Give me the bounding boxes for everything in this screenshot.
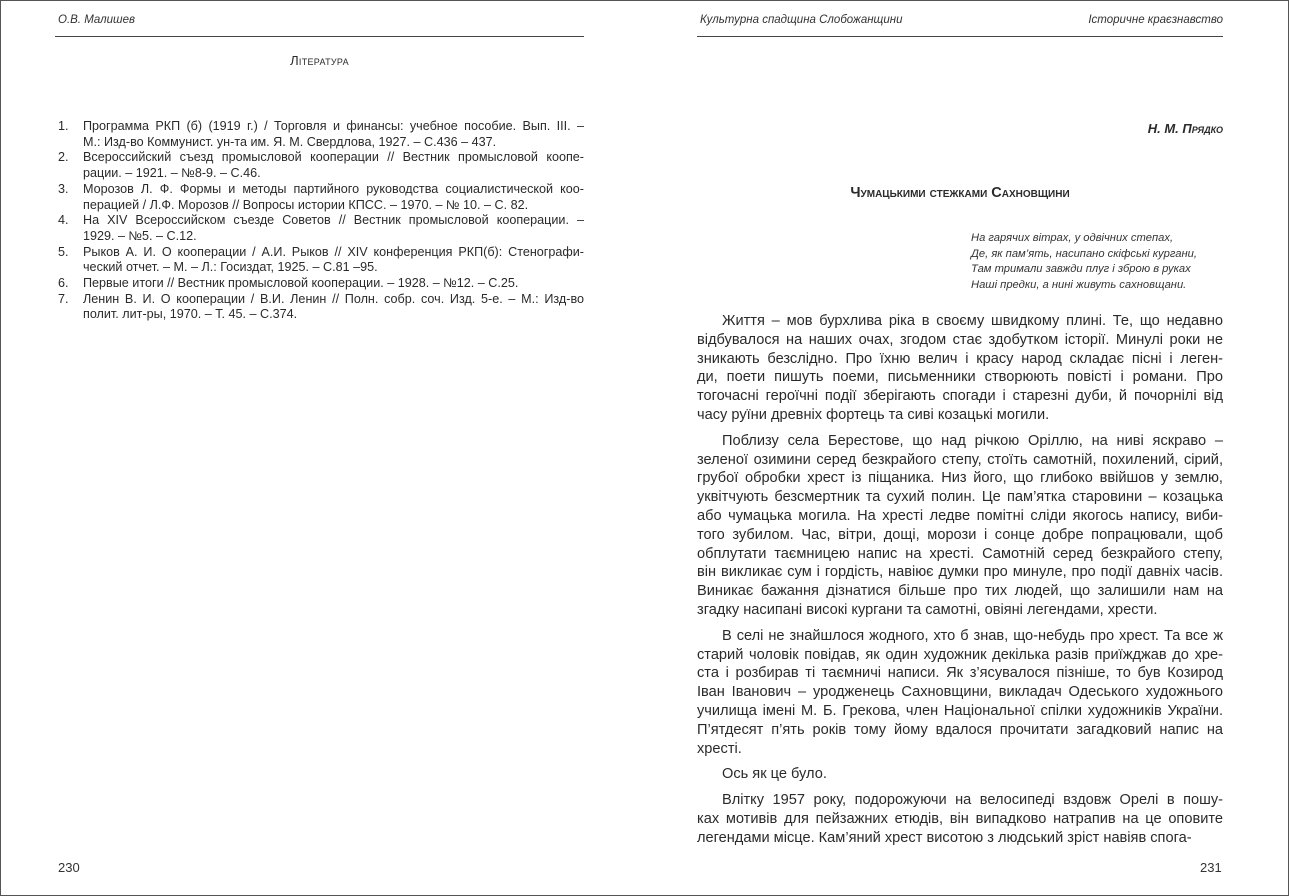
left-running-head: О.В. Малишев [58, 14, 136, 26]
paragraph-line: він викликає сум і гордість, навіює думки про минуле, про події давніх часів. [697, 564, 1223, 581]
paragraph-line: часу руїни древніх фортець та сиві козацькі могили. [697, 406, 1050, 423]
paragraph-line: В селі не знайшлося жодного, хто б знав, що-небудь про хрест. Та все ж [722, 627, 1223, 644]
reference-item [58, 245, 584, 276]
paragraph-line: Ось як це було. [722, 766, 827, 783]
reference-item [58, 276, 584, 292]
references-list [58, 119, 584, 323]
epigraph-line: Наші предки, а нині живуть сахновщани. [971, 278, 1187, 291]
paragraph-line: уквітчують безсмертник та сухий полин. Це пам’ятка старовини – козацька [697, 489, 1223, 506]
paragraph [697, 312, 1223, 425]
reference-number: 6. [58, 276, 69, 291]
reference-line: Морозов Л. Ф. Формы и методы партийного руководства социалистической коо- [83, 181, 584, 196]
left-header-rule [55, 36, 584, 37]
article-body [697, 312, 1223, 855]
reference-line: Первые итоги // Вестник промысловой кооперации. – 1928. – №12. – С.25. [83, 276, 519, 291]
reference-number: 2. [58, 150, 69, 165]
reference-item [58, 150, 584, 181]
paragraph-line: ди, поети пишуть поеми, письменники створюють повісті і романи. Про [697, 369, 1223, 386]
reference-line: Рыков А. И. О кооперации / А.И. Рыков // XIV конференция РКП(б): Стенографи- [83, 244, 584, 259]
article-author: Н. М. Прядко [1147, 121, 1223, 136]
reference-line: перацией / Л.Ф. Морозов // Вопросы истории КПСС. – 1970. – № 10. – С. 82. [83, 197, 529, 212]
paragraph-line: Влітку 1957 року, подорожуючи на велосипеді вздовж Орелі в пошу- [722, 792, 1223, 809]
reference-item [58, 213, 584, 244]
right-running-head-right: Історичне краєзнавство [1088, 14, 1223, 26]
paragraph-line: Іван Іванович – уродженець Сахновщини, викладач Одеського художнього [697, 684, 1223, 701]
right-header-rule [697, 36, 1223, 37]
right-page-number: 231 [1200, 860, 1222, 875]
paragraph [697, 765, 1223, 784]
paragraph-line: відбувалося на наших очах, згодом стає здобутком історії. Минулі роки не [697, 331, 1223, 348]
paragraph-line: зникають безслідно. Про їхню велич і красу народ складає пісні і леген- [697, 350, 1223, 367]
reference-line: Всероссийский съезд промысловой кооперации // Вестник промысловой коопе- [83, 150, 584, 165]
paragraph-line: або чумацька могила. На хресті ледве помітні сліди якогось напису, виби- [697, 507, 1223, 524]
paragraph [697, 791, 1223, 847]
reference-line: ческий отчет. – М. – Л.: Госиздат, 1925. – С.81 –95. [83, 260, 378, 275]
reference-line: Программа РКП (б) (1919 г.) / Торговля и финансы: учебное пособие. Вып. III. – [83, 119, 584, 133]
paragraph-line: зеленої озимини серед безкрайого степу, стоїть самотній, похилений, сірий, [697, 451, 1223, 468]
paragraph-line: училища імені М. Б. Грекова, член Національної спілки художників України. [697, 702, 1223, 719]
paragraph-line: обплутати таємницею напис на хресті. Самотній серед безкрайого степу, [697, 545, 1223, 562]
paragraph-line: ста і розбирав ті таємничі написи. Як з’ясувалося пізніше, то був Козирод [697, 665, 1223, 682]
paragraph-line: ках мотивів для пейзажних етюдів, він випадково натрапив на це оповите [697, 810, 1223, 827]
paragraph [697, 627, 1223, 759]
paragraph-line: того зубилом. Час, вітри, дощі, морози і сонце добре попрацювали, щоб [697, 526, 1223, 543]
reference-line: рации. – 1921. – №8-9. – С.46. [83, 166, 261, 181]
reference-line: На XIV Всероссийском съезде Советов // Вестник промысловой кооперации. – [83, 213, 584, 228]
epigraph-line: Де, як пам’ять, насипано скіфські кургани, [971, 247, 1197, 260]
references-title: Література [290, 53, 349, 68]
reference-item [58, 119, 584, 150]
paragraph [697, 432, 1223, 620]
reference-line: М.: Изд-во Коммунист. ун-та им. Я. М. Свердлова, 1927. – С.436 – 437. [83, 134, 497, 149]
left-page-number: 230 [58, 860, 80, 875]
right-running-head-left: Культурна спадщина Слобожанщини [700, 14, 903, 26]
paragraph-line: згадку насипані високі кургани та самотні, овіяні легендами, хрести. [697, 601, 1158, 618]
reference-line: полит. лит-ры, 1970. – Т. 45. – С.374. [83, 307, 298, 322]
paragraph-line: старий чоловік повідав, як один художник декілька разів приїжджав до хре- [697, 646, 1223, 663]
epigraph [971, 231, 1197, 293]
paragraph-line: Життя – мов бурхлива ріка в своєму швидкому плині. Те, що недавно [722, 313, 1223, 329]
paragraph-line: легендами місце. Кам’яний хрест висотою з людський зріст навіяв спога- [697, 829, 1192, 846]
reference-number: 7. [58, 291, 69, 306]
article-title: Чумацькими стежками Сахновщини [850, 185, 1070, 201]
reference-item [58, 182, 584, 213]
paragraph-line: Виникає бажання дізнатися більше про тих людей, що залишили нам на [697, 583, 1223, 600]
paragraph-line: Поблизу села Берестове, що над річкою Оріллю, на ниві яскраво – [722, 432, 1223, 449]
reference-line: Ленин В. И. О кооперации / В.И. Ленин // Полн. собр. соч. Изд. 5-е. – М.: Изд-во [83, 291, 584, 306]
paragraph-line: грубої обробки хрест із піщаника. Низ його, що глибоко ввійшов у землю, [697, 470, 1223, 487]
reference-item [58, 292, 584, 323]
paragraph-line: тогочасні героїчні події зберігають спогади і старезні дуби, й почорнілі від [697, 388, 1223, 405]
paragraph-line: П’ятдесят п’ять років тому йому вдалося прочитати загадковий напис на [697, 721, 1223, 738]
epigraph-line: На гарячих вітрах, у одвічних степах, [971, 232, 1174, 244]
paragraph-line: хресті. [697, 740, 742, 757]
reference-line: 1929. – №5. – С.12. [83, 228, 197, 243]
reference-number: 4. [58, 213, 69, 228]
reference-number: 3. [58, 181, 69, 196]
reference-number: 1. [58, 119, 69, 133]
reference-number: 5. [58, 244, 69, 259]
epigraph-line: Там тримали завжди плуг і зброю в руках [971, 263, 1191, 276]
